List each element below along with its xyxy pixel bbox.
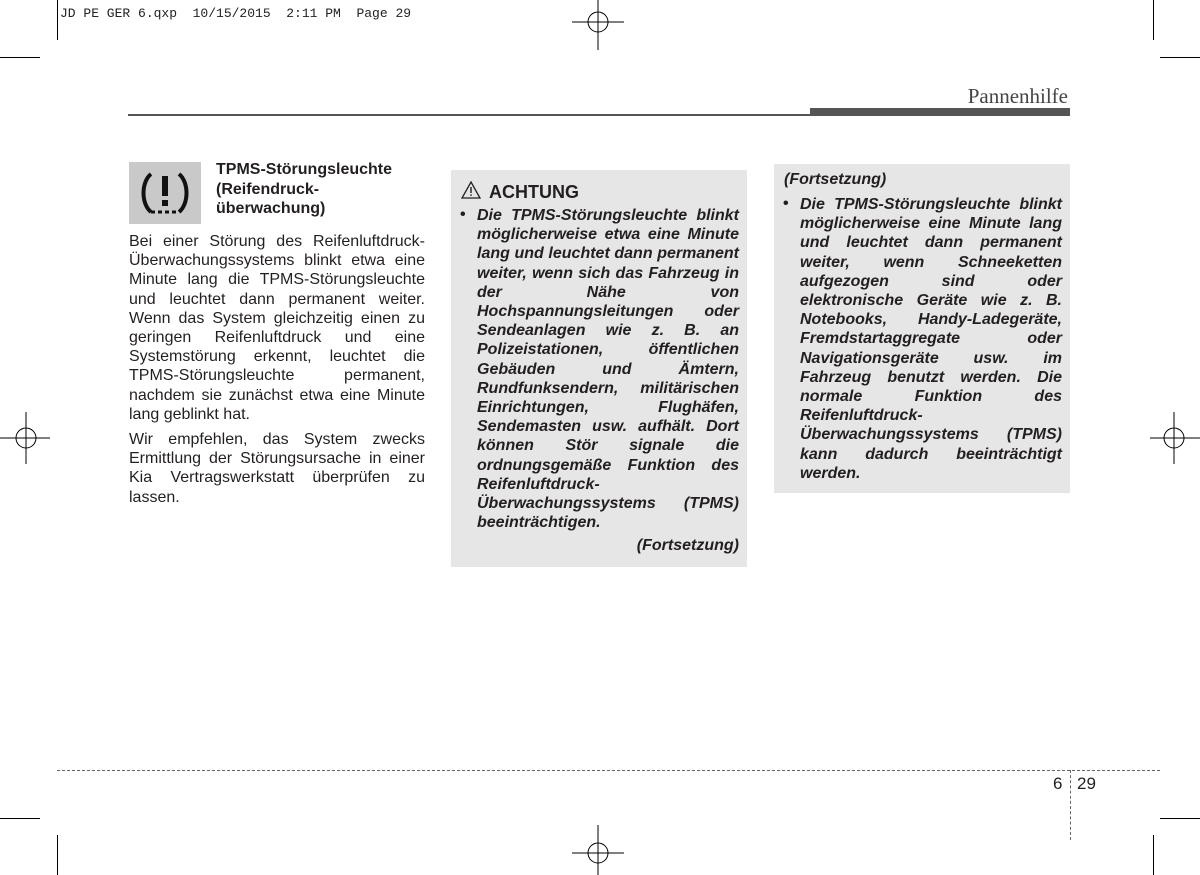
caution-bullet-text: Die TPMS-Störungsleuchte blinkt möglicherweise etwa eine Minute lang und leuchtet dann permanent weiter, wenn sich das Fahrzeug in der Nähe von Hochspannungsleitungen oder Sendeanlagen wie z. B. an Polizeistationen, öffentlichen Gebäuden und Ämtern, Rundfunksendern, militärischen Einrichtungen, Flughäfen, Sendemasten usw. aufhält. Dort können Stör signale die ordnungsgemäße Funktion des Reifenluftdruck-Überwachungssystems (TPMS) beeinträchtigen. bbox=[477, 207, 739, 532]
footer-divider bbox=[1070, 770, 1071, 840]
tpms-body bbox=[129, 232, 425, 513]
crop-mark bbox=[1153, 0, 1154, 40]
crop-mark bbox=[1160, 818, 1200, 819]
continued-label: (Fortsetzung) bbox=[784, 171, 887, 188]
registration-mark bbox=[0, 408, 50, 468]
paragraph: Bei einer Störung des Reifenluftdruck-Überwachungssystems blinkt etwa eine Minute lang die TPMS-Störungsleuchte und leuchtet dann permanent weiter. Wenn das System gleichzeitig einen zu geringen Reifenluftdruck und eine Systemstörung erkennt, leuchtet die TPMS-Störungsleuchte permanent, nachdem sie zunächst etwa eine Minute lang geblinkt hat. bbox=[129, 233, 425, 423]
registration-mark bbox=[568, 825, 628, 875]
crop-mark bbox=[57, 835, 58, 875]
crop-mark bbox=[57, 0, 58, 40]
tpms-heading: TPMS-Störungsleuchte (Reifendruck-überwachung) bbox=[216, 161, 393, 217]
caution-box-continued bbox=[774, 164, 1070, 493]
print-slug: JD PE GER 6.qxp 10/15/2015 2:11 PM Page 29 bbox=[60, 6, 412, 21]
header-rule bbox=[128, 114, 810, 116]
bullet-marker: • bbox=[460, 206, 466, 223]
crop-mark bbox=[0, 57, 40, 58]
caution-title: ACHTUNG bbox=[489, 182, 579, 202]
crop-mark bbox=[0, 818, 40, 819]
crop-mark bbox=[1153, 835, 1154, 875]
tpms-warning-icon bbox=[129, 162, 201, 224]
continued-label: (Fortsetzung) bbox=[636, 537, 739, 554]
page-number: 29 bbox=[1077, 774, 1096, 793]
chapter-number: 6 bbox=[1053, 774, 1063, 793]
warning-triangle-icon bbox=[461, 181, 481, 204]
crop-mark bbox=[1160, 57, 1200, 58]
footer-rule bbox=[57, 770, 1160, 771]
caution-bullet-text: Die TPMS-Störungsleuchte blinkt möglicherweise eine Minute lang und leuchtet dann permanent weiter, wenn Schneeketten aufgezogen sind oder elektronische Geräte wie z. B. Notebooks, Handy-Ladegeräte, Fremdstartaggregate oder Navigationsgeräte usw. im Fahrzeug benutzt werden. Die normale Funktion des Reifenluftdruck-Überwachungssystems (TPMS) kann dadurch beeinträchtigt werden. bbox=[800, 196, 1062, 482]
caution-box bbox=[451, 170, 747, 567]
section-title: Pannenhilfe bbox=[967, 84, 1068, 108]
registration-mark bbox=[1150, 408, 1200, 468]
bullet-marker: • bbox=[783, 195, 789, 212]
caution-header bbox=[461, 181, 579, 204]
registration-mark bbox=[568, 0, 628, 52]
header-rule-bar bbox=[810, 108, 1070, 116]
paragraph: Wir empfehlen, das System zwecks Ermittlung der Störungsursache in einer Kia Vertragswerkstatt überprüfen zu lassen. bbox=[129, 431, 425, 506]
